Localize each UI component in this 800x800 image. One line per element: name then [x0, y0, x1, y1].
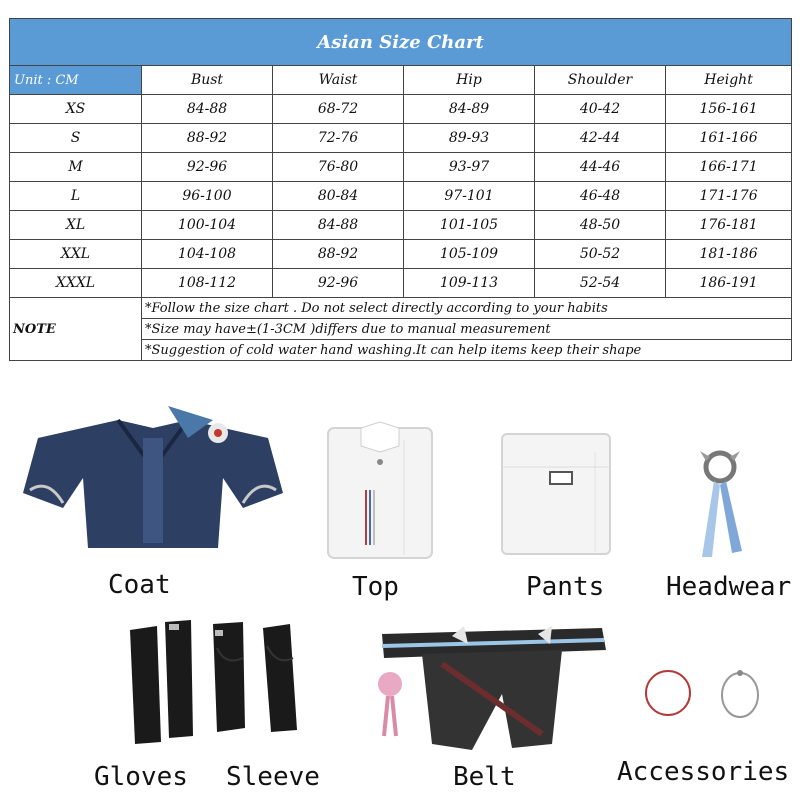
- measurement-cell: 42-44: [535, 124, 666, 153]
- size-row: [10, 182, 792, 211]
- measurement-cell: 89-93: [404, 124, 535, 153]
- size-row: [10, 153, 792, 182]
- headwear-image: [690, 445, 750, 565]
- measurement-cell: 93-97: [404, 153, 535, 182]
- measurement-cell: 92-96: [142, 153, 273, 182]
- column-header: Shoulder: [535, 66, 666, 95]
- measurement-cell: 100-104: [142, 211, 273, 240]
- measurement-cell: 109-113: [404, 269, 535, 298]
- size-label: XXL: [10, 240, 142, 269]
- size-label: M: [10, 153, 142, 182]
- measurement-cell: 72-76: [273, 124, 404, 153]
- column-header: Waist: [273, 66, 404, 95]
- measurement-cell: 50-52: [535, 240, 666, 269]
- sleeve-label: Sleeve: [226, 762, 320, 792]
- measurement-cell: 84-89: [404, 95, 535, 124]
- measurement-cell: 84-88: [142, 95, 273, 124]
- measurement-cell: 97-101: [404, 182, 535, 211]
- column-header: Height: [666, 66, 792, 95]
- measurement-cell: 101-105: [404, 211, 535, 240]
- coat-image: [18, 398, 288, 558]
- gloves-label: Gloves: [94, 762, 188, 792]
- size-label: XXXL: [10, 269, 142, 298]
- measurement-cell: 76-80: [273, 153, 404, 182]
- size-label: L: [10, 182, 142, 211]
- belt-label: Belt: [453, 762, 516, 792]
- column-header: Bust: [142, 66, 273, 95]
- measurement-cell: 171-176: [666, 182, 792, 211]
- chart-title-row: [10, 19, 792, 66]
- belt-image: [372, 624, 612, 754]
- accessories-image: [640, 665, 770, 725]
- measurement-cell: 44-46: [535, 153, 666, 182]
- headwear-label: Headwear: [666, 572, 792, 602]
- top-label: Top: [352, 572, 399, 602]
- measurement-cell: 105-109: [404, 240, 535, 269]
- measurement-cell: 156-161: [666, 95, 792, 124]
- size-row: [10, 124, 792, 153]
- unit-label: Unit : CM: [10, 66, 142, 95]
- size-row: [10, 211, 792, 240]
- size-label: S: [10, 124, 142, 153]
- measurement-cell: 80-84: [273, 182, 404, 211]
- measurement-cell: 46-48: [535, 182, 666, 211]
- size-row: [10, 269, 792, 298]
- size-row: [10, 95, 792, 124]
- measurement-cell: 48-50: [535, 211, 666, 240]
- top-image: [326, 420, 434, 560]
- pants-image: [500, 432, 615, 557]
- measurement-cell: 186-191: [666, 269, 792, 298]
- measurement-cell: 161-166: [666, 124, 792, 153]
- chart-title: Asian Size Chart: [10, 19, 792, 66]
- measurement-cell: 40-42: [535, 95, 666, 124]
- pants-label: Pants: [526, 572, 605, 602]
- header-row: [10, 66, 792, 95]
- gloves-sleeve-image: [125, 618, 325, 748]
- measurement-cell: 108-112: [142, 269, 273, 298]
- size-label: XS: [10, 95, 142, 124]
- size-row: [10, 240, 792, 269]
- size-label: XL: [10, 211, 142, 240]
- measurement-cell: 181-186: [666, 240, 792, 269]
- measurement-cell: 88-92: [142, 124, 273, 153]
- note-label: NOTE: [10, 298, 142, 361]
- measurement-cell: 52-54: [535, 269, 666, 298]
- measurement-cell: 84-88: [273, 211, 404, 240]
- note-line: *Suggestion of cold water hand washing.It can help items keep their shape: [142, 340, 792, 361]
- measurement-cell: 176-181: [666, 211, 792, 240]
- chart-body: [10, 95, 792, 298]
- note-line: *Follow the size chart . Do not select directly according to your habits: [142, 298, 792, 319]
- measurement-cell: 104-108: [142, 240, 273, 269]
- measurement-cell: 92-96: [273, 269, 404, 298]
- measurement-cell: 68-72: [273, 95, 404, 124]
- column-header: Hip: [404, 66, 535, 95]
- measurement-cell: 88-92: [273, 240, 404, 269]
- coat-label: Coat: [108, 570, 171, 600]
- note-line: *Size may have±(1-3CM )differs due to manual measurement: [142, 319, 792, 340]
- measurement-cell: 166-171: [666, 153, 792, 182]
- accessories-label: Accessories: [617, 757, 790, 787]
- notes-section: [10, 298, 792, 361]
- size-chart-table: [9, 18, 792, 361]
- measurement-cell: 96-100: [142, 182, 273, 211]
